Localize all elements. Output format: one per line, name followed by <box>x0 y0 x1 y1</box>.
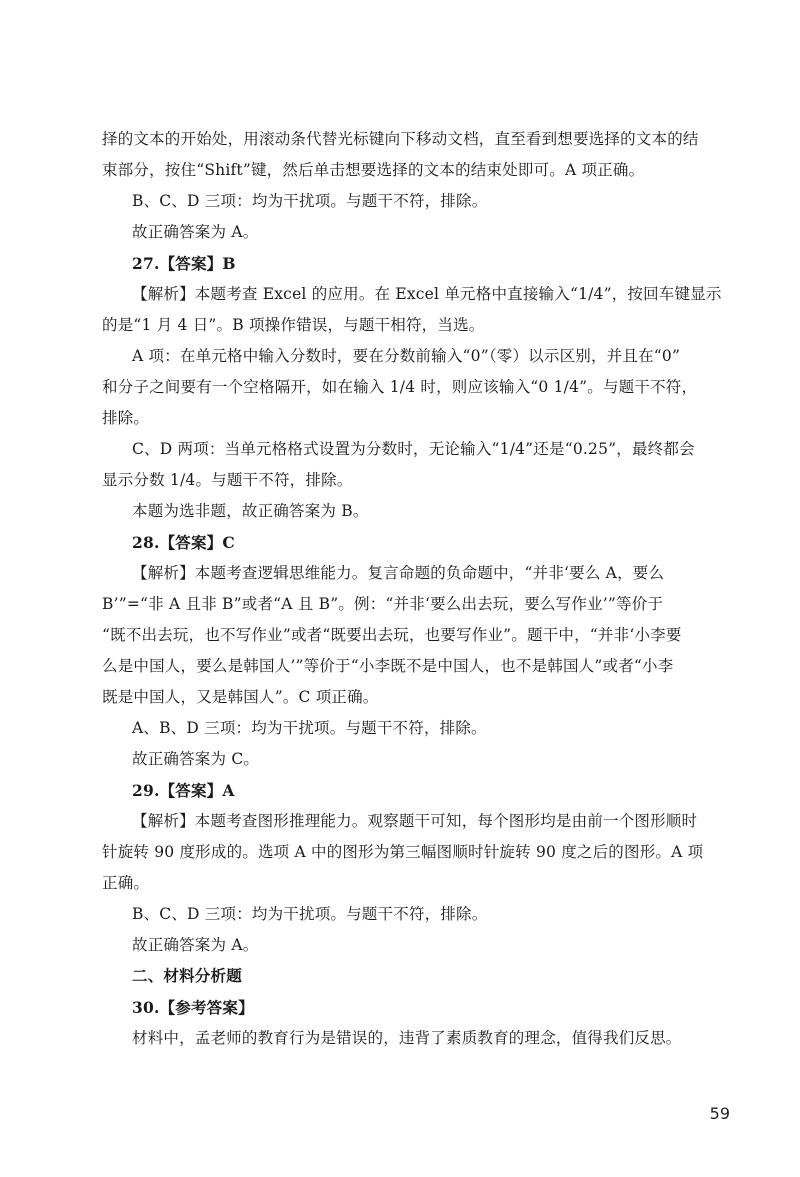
text-line: 故正确答案为 C。 <box>132 750 260 768</box>
text-line: 和分子之间要有一个空格隔开，如在输入 1/4 时，则应该输入“0 1/4”。与题干不符， <box>102 378 698 396</box>
section-title: 二、材料分析题 <box>132 967 242 985</box>
text-line: 的是“1 月 4 日”。B 项操作错误，与题干相符，当选。 <box>102 316 485 334</box>
text-line: B’”=“非 A 且非 B”或者“A 且 B”。例：“并非‘要么出去玩，要么写作业’”等价于 <box>102 595 664 613</box>
answer-heading-29: 29.【答案】A <box>132 781 235 800</box>
text-line: 正确。 <box>102 874 150 892</box>
answer-heading-30: 30.【参考答案】 <box>132 998 254 1017</box>
text-line: 故正确答案为 A。 <box>132 223 259 241</box>
text-line: A、B、D 三项：均为干扰项。与题干不符，排除。 <box>132 719 487 737</box>
answer-heading-27: 27.【答案】B <box>132 254 236 273</box>
text-line: A 项：在单元格中输入分数时，要在分数前输入“0”（零）以示区别，并且在“0” <box>132 347 681 365</box>
text-line: “既不出去玩，也不写作业”或者“既要出去玩，也要写作业”。题干中，“并非‘小李要 <box>102 626 682 644</box>
document-body <box>102 124 722 1054</box>
analysis-line: 【解析】本题考查逻辑思维能力。复言命题的负命题中，“并非‘要么 A，要么 <box>132 564 665 582</box>
analysis-line: 【解析】本题考查图形推理能力。观察题干可知，每个图形均是由前一个图形顺时 <box>132 812 698 830</box>
text-line: C、D 两项：当单元格格式设置为分数时，无论输入“1/4”还是“0.25”，最终都会 <box>132 440 695 458</box>
text-line: 显示分数 1/4。与题干不符，排除。 <box>102 471 353 489</box>
text-line: 排除。 <box>102 409 150 427</box>
answer-heading-28: 28.【答案】C <box>132 533 235 552</box>
text-line: 针旋转 90 度形成的。选项 A 中的图形为第三幅图顺时针旋转 90 度之后的图形。A 项 <box>102 843 704 861</box>
text-line: 择的文本的开始处，用滚动条代替光标键向下移动文档，直至看到想要选择的文本的结 <box>102 130 699 148</box>
page-number: 59 <box>709 1104 730 1123</box>
text-line: 么是中国人，要么是韩国人’”等价于“小李既不是中国人，也不是韩国人”或者“小李 <box>102 657 674 675</box>
text-line: 本题为选非题，故正确答案为 B。 <box>132 502 369 520</box>
text-line: 材料中，孟老师的教育行为是错误的，违背了素质教育的理念，值得我们反思。 <box>132 1029 682 1047</box>
analysis-line: 【解析】本题考查 Excel 的应用。在 Excel 单元格中直接输入“1/4”，按回车键显示 <box>132 285 722 303</box>
text-line: 束部分，按住“Shift”键，然后单击想要选择的文本的结束处即可。A 项正确。 <box>102 161 645 179</box>
text-line: B、C、D 三项：均为干扰项。与题干不符，排除。 <box>132 192 488 210</box>
text-line: 故正确答案为 A。 <box>132 936 259 954</box>
text-line: B、C、D 三项：均为干扰项。与题干不符，排除。 <box>132 905 488 923</box>
text-line: 既是中国人，又是韩国人”。C 项正确。 <box>102 688 379 706</box>
